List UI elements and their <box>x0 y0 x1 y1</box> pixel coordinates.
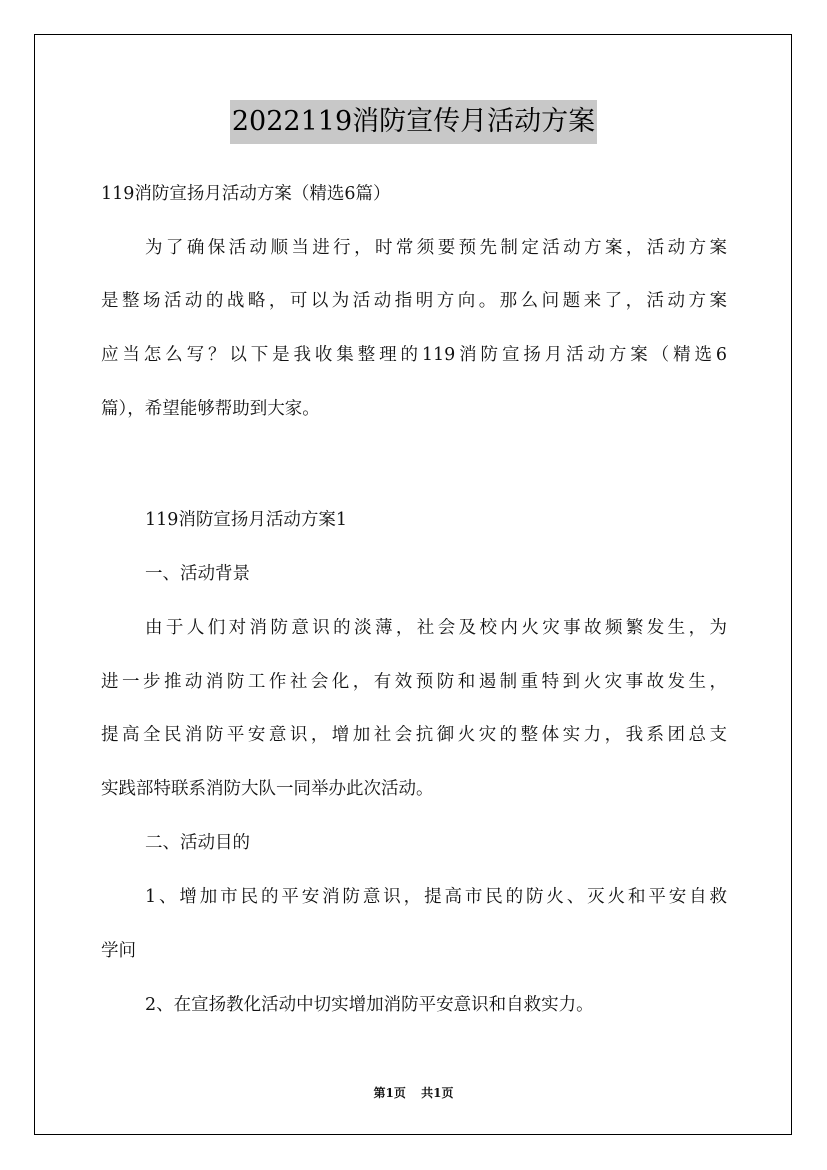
intro-line-2: 是整场活动的战略，可以为活动指明方向。那么问题来了，活动方案 <box>101 291 727 311</box>
document-title: 2022119消防宣传月活动方案 <box>230 100 597 144</box>
intro-line-4: 篇），希望能够帮助到大家。 <box>101 399 320 419</box>
heading-purpose: 二、活动目的 <box>145 833 250 853</box>
intro-line-1: 为了确保活动顺当进行，时常须要预先制定活动方案，活动方案 <box>145 238 727 258</box>
purpose-item-2: 2、在宣扬教化活动中切实增加消防平安意识和自救实力。 <box>145 995 594 1015</box>
intro-line-3: 应当怎么写？以下是我收集整理的119消防宣扬月活动方案（精选6 <box>101 345 727 365</box>
background-line-2: 进一步推动消防工作社会化，有效预防和遏制重特到火灾事故发生， <box>101 672 727 692</box>
title-container <box>0 100 827 144</box>
heading-background: 一、活动背景 <box>145 564 250 584</box>
background-line-3: 提高全民消防平安意识，增加社会抗御火灾的整体实力，我系团总支 <box>101 725 727 745</box>
page-number: 第1页 <box>373 1086 406 1100</box>
page-footer <box>0 1084 827 1101</box>
purpose-item-1-line-2: 学问 <box>101 941 136 961</box>
document-subtitle: 119消防宣扬月活动方案（精选6篇） <box>101 184 391 204</box>
background-line-4: 实践部特联系消防大队一同举办此次活动。 <box>101 779 434 799</box>
background-line-1: 由于人们对消防意识的淡薄，社会及校内火灾事故频繁发生，为 <box>145 618 727 638</box>
purpose-item-1-line-1: 1、增加市民的平安消防意识，提高市民的防火、灭火和平安自救 <box>145 887 727 907</box>
page-total: 共1页 <box>421 1086 454 1100</box>
section-title: 119消防宣扬月活动方案1 <box>145 510 348 530</box>
